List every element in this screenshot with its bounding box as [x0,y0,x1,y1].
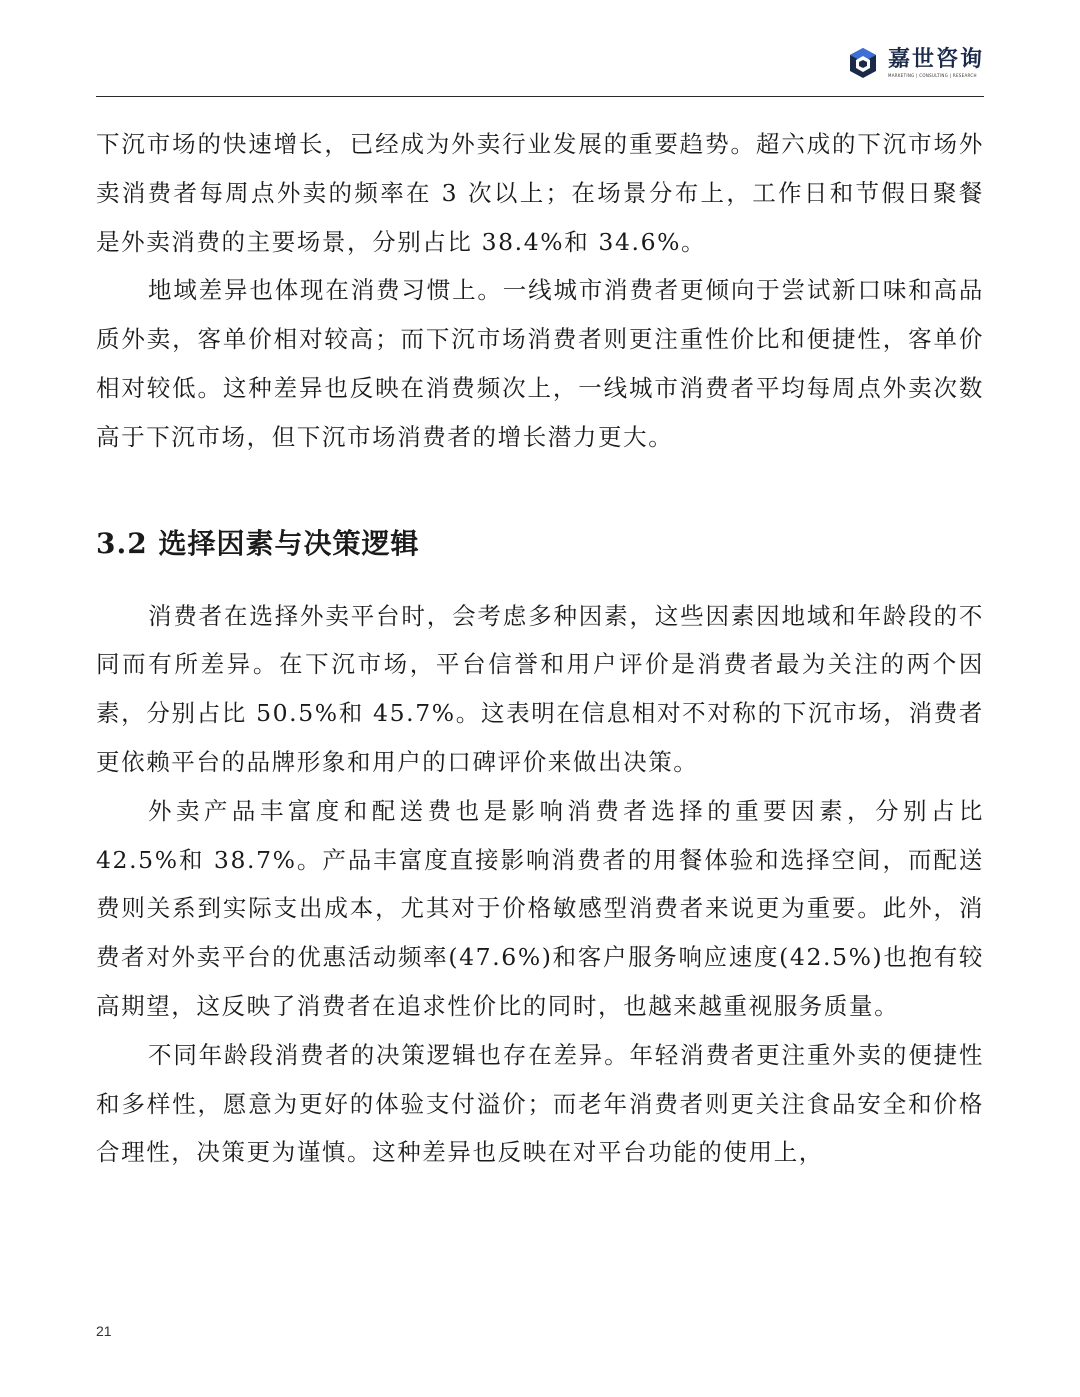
paragraph-3: 消费者在选择外卖平台时，会考虑多种因素，这些因素因地域和年龄段的不同而有所差异。在下沉市场，平台信誉和用户评价是消费者最为关注的两个因素，分别占比 50.5%和 45.7%。这表明在信息相对不对称的下沉市场，消费者更依赖平台的品牌形象和用户的口碑评价来做出决策。 [96,601,984,776]
page-number: 21 [96,1323,112,1339]
paragraph-1: 下沉市场的快速增长，已经成为外卖行业发展的重要趋势。超六成的下沉市场外卖消费者每周点外卖的频率在 3 次以上；在场景分布上，工作日和节假日聚餐是外卖消费的主要场景，分别占比 38.4%和 34.6%。 [96,130,984,256]
paragraph-2: 地域差异也体现在消费习惯上。一线城市消费者更倾向于尝试新口味和高品质外卖，客单价相对较高；而下沉市场消费者则更注重性价比和便捷性，客单价相对较低。这种差异也反映在消费频次上，一线城市消费者平均每周点外卖次数高于下沉市场，但下沉市场消费者的增长潜力更大。 [96,276,984,451]
brand-logo [846,46,984,80]
jiashi-logo-icon [846,46,880,80]
paragraph-5: 不同年龄段消费者的决策逻辑也存在差异。年轻消费者更注重外卖的便捷性和多样性，愿意为更好的体验支付溢价；而老年消费者则更关注食品安全和价格合理性，决策更为谨慎。这种差异也反映在对平台功能的使用上， [96,1040,984,1167]
logo-text [888,47,984,79]
page-header [96,40,984,97]
section-title: 3.2 选择因素与决策逻辑 [96,526,420,560]
paragraph-4: 外卖产品丰富度和配送费也是影响消费者选择的重要因素，分别占比 42.5%和 38.7%。产品丰富度直接影响消费者的用餐体验和选择空间，而配送费则关系到实际支出成本，尤其对于价格敏感型消费者来说更为重要。此外，消费者对外卖平台的优惠活动频率(47.6%)和客户服务响应速度(42.5%)也抱有较高期望，这反映了消费者在追求性价比的同时，也越来越重视服务质量。 [96,796,984,1020]
logo-tagline: MARKETING | CONSULTING | RESEARCH [887,73,977,78]
page-content [96,120,984,1177]
logo-name: 嘉世咨询 [887,47,984,72]
